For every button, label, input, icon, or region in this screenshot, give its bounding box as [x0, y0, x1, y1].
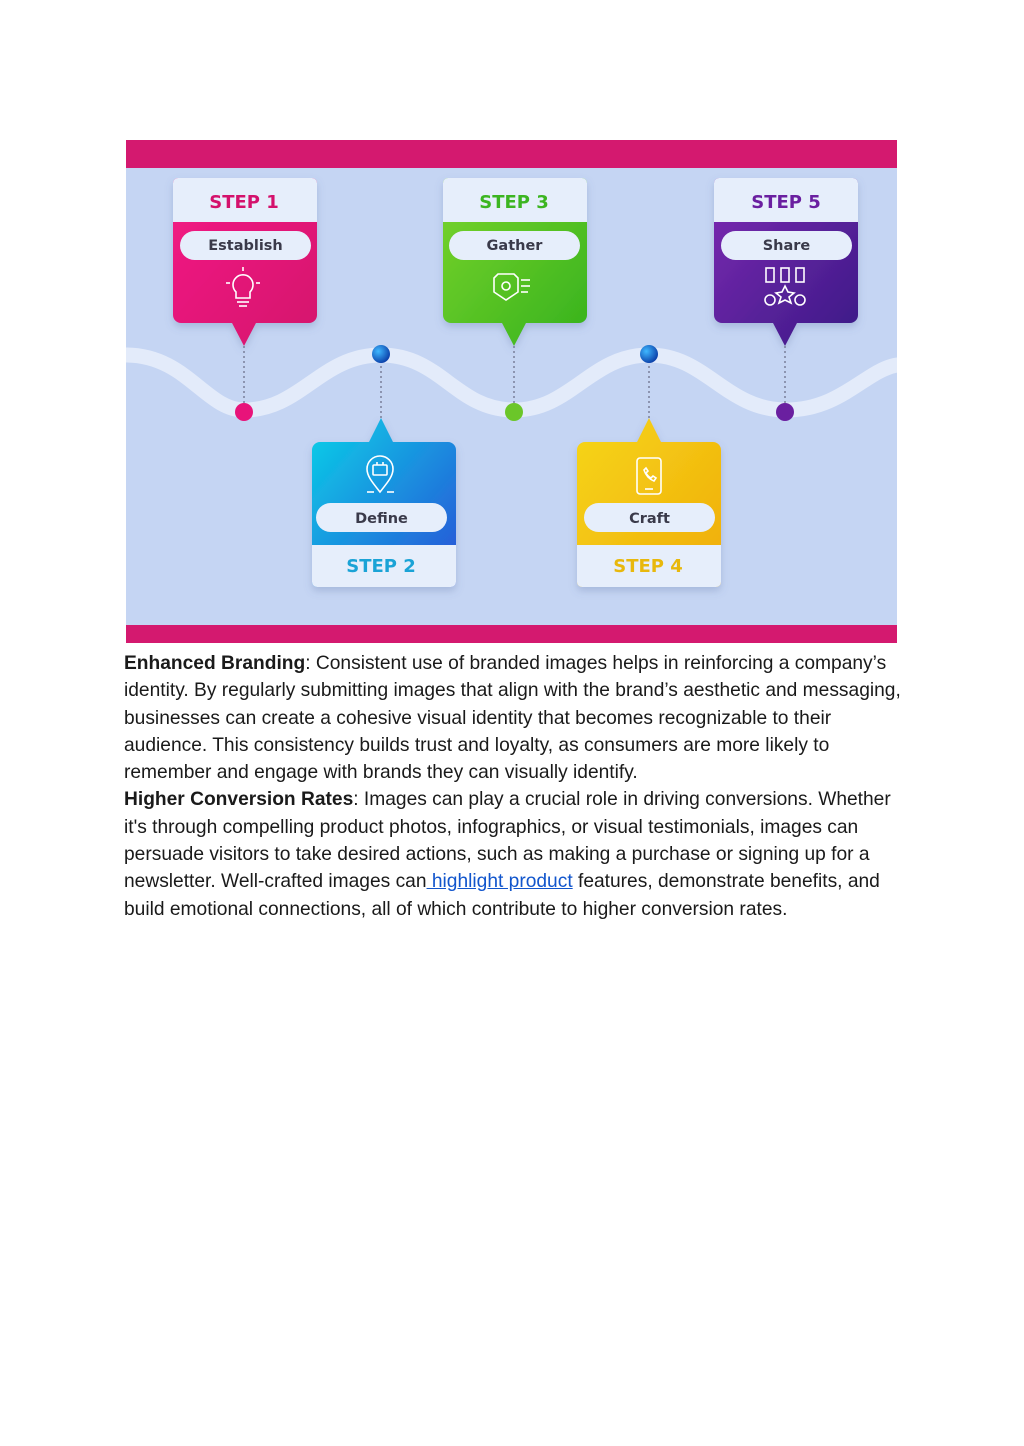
top-band	[126, 140, 897, 168]
paragraph-higher-conversion	[124, 786, 914, 922]
paragraph-enhanced-branding	[124, 650, 914, 786]
step-2-label: Define	[355, 511, 408, 527]
article-body	[124, 650, 914, 923]
heading-enhanced-branding: Enhanced Branding	[124, 653, 306, 674]
timeline-dot-step-3	[505, 403, 523, 421]
step-4-title: STEP 4	[613, 556, 683, 577]
step-3-title: STEP 3	[479, 192, 549, 213]
text-higher-conversion-1: : Images can play a crucial role in driving conversions. Whether it's through compelling product photos, infographics, or visual testimonials, images can persuade visitors to take desired actions, such as making a purchase or signing up for a newsletter. Well-crafted images can	[124, 789, 891, 893]
timeline-dot-step-4	[640, 345, 658, 363]
step-4-label: Craft	[629, 511, 670, 527]
step-1-label: Establish	[208, 238, 283, 254]
heading-higher-conversion: Higher Conversion Rates	[124, 789, 354, 811]
steps-infographic	[126, 140, 897, 643]
step-1-title: STEP 1	[209, 192, 279, 213]
step-5-label: Share	[762, 238, 811, 254]
step-3-label: Gather	[486, 238, 543, 254]
highlight-product-link[interactable]: highlight product	[426, 871, 573, 893]
step-5-title: STEP 5	[751, 192, 821, 213]
step-2-title: STEP 2	[346, 556, 416, 577]
text-higher-conversion-2: features, demonstrate benefits, and build emotional connections, all of which contribute to higher conversion rates.	[124, 871, 880, 920]
bottom-band	[126, 625, 897, 643]
timeline-dot-step-1	[235, 403, 253, 421]
timeline-dot-step-5	[776, 403, 794, 421]
timeline-dot-step-2	[372, 345, 390, 363]
text-enhanced-branding: : Consistent use of branded images helps in reinforcing a company’s identity. By regularly submitting images that align with the brand’s aesthetic and messaging, businesses can create a cohesive visual identity that becomes recognizable to their audience. This consistency builds trust and loyalty, as consumers are more likely to remember and engage with brands they can visually identify.	[124, 653, 901, 784]
